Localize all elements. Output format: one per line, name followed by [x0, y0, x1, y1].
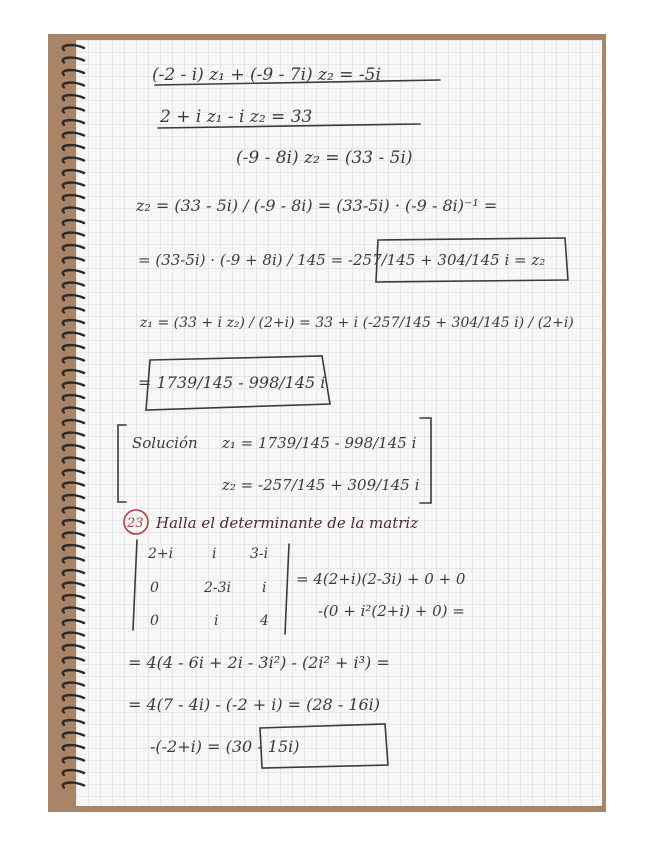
determinant-step-2: -(0 + i²(2+i) + 0) =: [318, 602, 465, 620]
matrix-cell: i: [212, 546, 217, 562]
equation-line-6: z₁ = (33 + i z₂) / (2+i) = 33 + i (-257/145 + 304/145 i) / (2+i): [140, 315, 574, 331]
problem-heading: Halla el determinante de la matriz: [156, 514, 419, 532]
determinant-step-5: -(-2+i) = (30 - 15i): [150, 737, 300, 756]
solution-z1: z₁ = 1739/145 - 998/145 i: [222, 434, 417, 452]
matrix-cell: 3-i: [250, 546, 269, 562]
equation-line-4: z₂ = (33 - 5i) / (-9 - 8i) = (33-5i) · (-9 - 8i)⁻¹ =: [136, 196, 498, 215]
matrix-cell: i: [262, 580, 267, 596]
determinant-step-1: = 4(2+i)(2-3i) + 0 + 0: [296, 570, 466, 588]
matrix-cell: i: [214, 613, 219, 629]
matrix-cell: 2-3i: [204, 580, 232, 596]
equation-line-7: = 1739/145 - 998/145 i: [138, 373, 326, 392]
determinant-step-4: = 4(7 - 4i) - (-2 + i) = (28 - 16i): [128, 695, 381, 714]
determinant-step-3: = 4(4 - 6i + 2i - 3i²) - (2i² + i³) =: [128, 653, 390, 672]
matrix-cell: 4: [260, 613, 269, 629]
equation-line-1: (-2 - i) z₁ + (-9 - 7i) z₂ = -5i: [152, 65, 381, 85]
matrix-cell: 0: [150, 580, 159, 596]
problem-number: 23: [127, 516, 144, 531]
equation-line-2: 2 + i z₁ - i z₂ = 33: [160, 107, 313, 127]
matrix-cell: 0: [150, 613, 159, 629]
equation-line-5: = (33-5i) · (-9 + 8i) / 145 = -257/145 + 304/145 i = z₂: [138, 251, 546, 269]
equation-line-3: (-9 - 8i) z₂ = (33 - 5i): [236, 148, 413, 168]
solution-z2: z₂ = -257/145 + 309/145 i: [222, 476, 420, 494]
matrix-cell: 2+i: [148, 546, 174, 562]
solution-label: Solución: [132, 434, 198, 452]
